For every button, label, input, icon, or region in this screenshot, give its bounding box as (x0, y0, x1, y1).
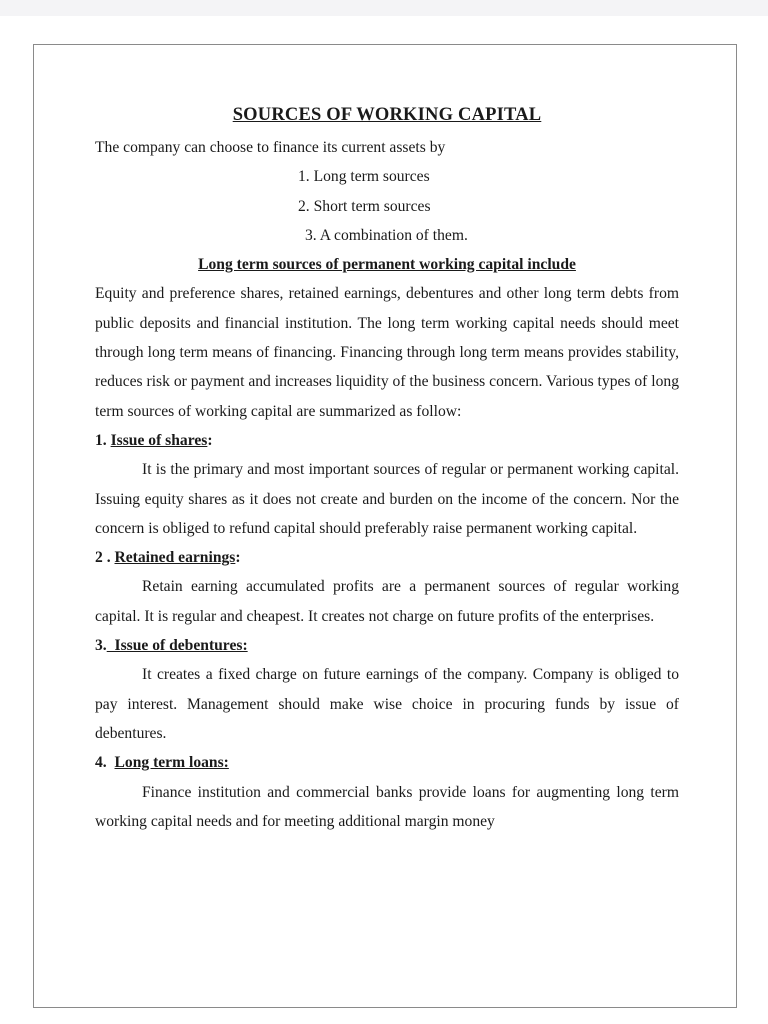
section-title: Issue of shares (110, 431, 208, 449)
section-number: 3. (95, 637, 107, 655)
section-suffix: : (235, 549, 241, 567)
overview-paragraph: Equity and preference shares, retained earnings, debentures and other long term debts from public deposits and financial institution. The long term working capital needs should meet through long term means of financing. Financing through long term means provides stability, reduces risk or payment and increases liquidity of the business concern. Various types of long term sources of working capital are summarized as follow: (95, 285, 679, 420)
document-content (95, 98, 679, 836)
section-body-retained-earnings: Retain earning accumulated profits are a permanent sources of regular working capital. It is regular and cheapest. It creates not charge on future profits of the enterprises. (95, 578, 679, 625)
section-suffix: : (207, 431, 213, 449)
list-item: 3. A combination of them. (305, 226, 468, 244)
list-item: 2. Short term sources (298, 197, 431, 215)
section-title: Retained earnings (114, 549, 236, 567)
section-heading-issue-of-debentures (95, 631, 679, 660)
section-heading-issue-of-shares (95, 426, 679, 455)
section-number: 2 . (95, 549, 115, 567)
section-body-issue-of-shares: It is the primary and most important sources of regular or permanent working capital. Issuing equity shares as it does not create and burden on the income of the concern. Nor the concern is obliged to refund capital should preferably raise permanent working capital. (95, 461, 679, 537)
section-body-issue-of-debentures: It creates a fixed charge on future earnings of the company. Company is obliged to pay interest. Management should make wise choice in procuring funds by issue of debentures. (95, 666, 679, 742)
section-heading-long-term-loans (95, 748, 679, 777)
section-title: Issue of debentures: (106, 637, 248, 655)
viewer-top-strip (0, 0, 768, 16)
section-body-long-term-loans: Finance institution and commercial banks provide loans for augmenting long term working capital needs and for meeting additional margin money (95, 783, 679, 830)
section-number: 4. (95, 754, 115, 772)
section-title: Long term loans: (114, 754, 229, 772)
section-heading-retained-earnings (95, 543, 679, 572)
section-subheading: Long term sources of permanent working capital include (198, 256, 576, 274)
section-number: 1. (95, 431, 111, 449)
document-title: SOURCES OF WORKING CAPITAL (232, 105, 542, 125)
list-item: 1. Long term sources (298, 168, 430, 186)
financing-options-list (95, 162, 679, 250)
intro-text: The company can choose to finance its current assets by (95, 139, 446, 156)
